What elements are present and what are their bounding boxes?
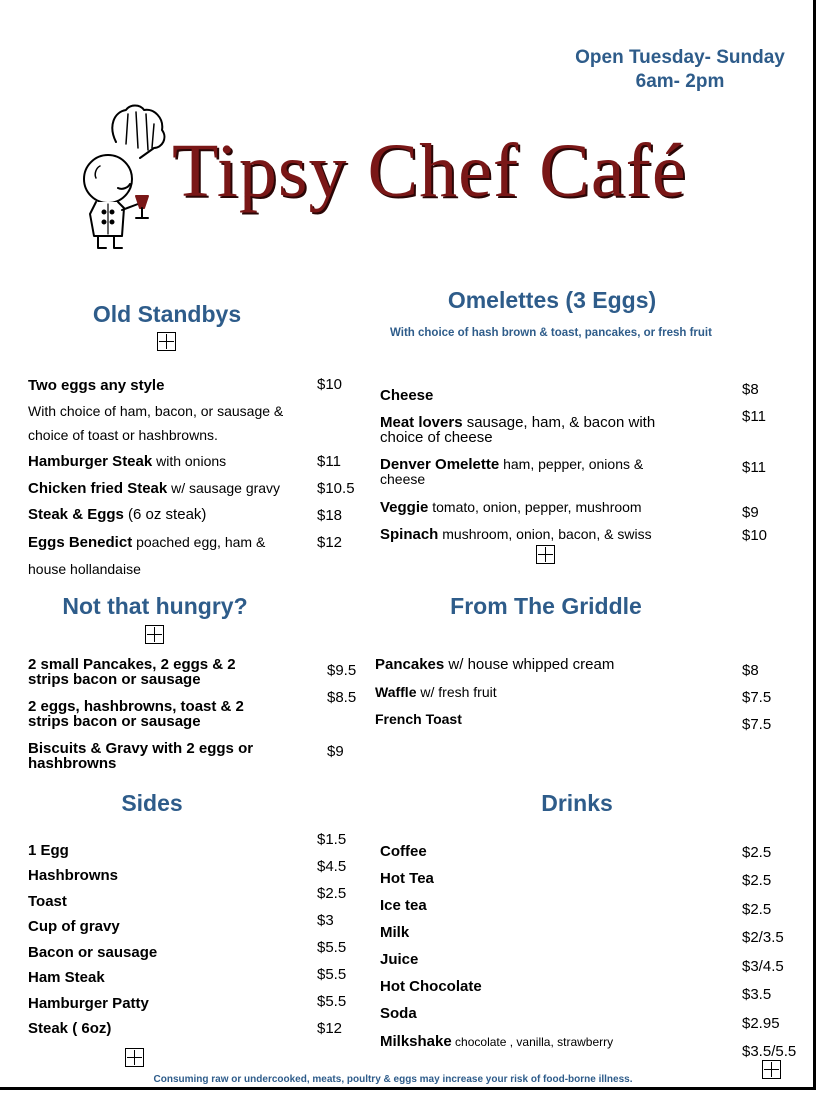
menu-price: $1.5 xyxy=(317,831,347,848)
menu-price: $5.5 xyxy=(317,966,347,983)
menu-price: $9.5 xyxy=(327,662,357,679)
menu-price: $12 xyxy=(317,534,343,551)
menu-price: $12 xyxy=(317,1020,343,1037)
expand-box-icon[interactable] xyxy=(145,625,164,644)
opening-hours xyxy=(560,46,800,94)
menu-price: $8 xyxy=(742,381,759,398)
menu-price: $8.5 xyxy=(327,689,357,706)
menu-price: $2.95 xyxy=(742,1015,780,1032)
menu-price: $10 xyxy=(742,527,768,544)
menu-item-pancakes: Pancakes w/ house whipped cream xyxy=(375,656,615,673)
menu-item-french-toast: French Toast xyxy=(375,711,462,727)
menu-item-description: house hollandaise xyxy=(28,561,141,577)
menu-item-hamburger-steak: Hamburger Steak with onions xyxy=(28,453,227,470)
drink-item-milkshake: Milkshake chocolate , vanilla, strawberry xyxy=(380,1033,614,1050)
menu-price: $3.5 xyxy=(742,986,772,1003)
menu-item-description: choice of toast or hashbrowns. xyxy=(28,427,218,443)
drink-item: Juice xyxy=(380,951,419,968)
menu-price: $2.5 xyxy=(742,872,772,889)
drink-item: Soda xyxy=(380,1005,417,1022)
menu-price: $3 xyxy=(317,912,334,929)
section-title-omelettes: Omelettes (3 Eggs) xyxy=(447,287,657,313)
menu-price: $11 xyxy=(742,459,766,476)
menu-item-biscuits-gravy: Biscuits & Gravy with 2 eggs or hashbrowns xyxy=(28,740,254,772)
section-title-not-hungry: Not that hungry? xyxy=(62,593,248,619)
menu-price: $2.5 xyxy=(742,901,772,918)
chef-logo-icon xyxy=(78,104,174,254)
menu-price: $7.5 xyxy=(742,689,772,706)
side-item: Steak ( 6oz) xyxy=(28,1020,112,1037)
menu-price: $2.5 xyxy=(317,885,347,902)
menu-item-spinach-omelette: Spinach mushroom, onion, bacon, & swiss xyxy=(380,526,652,543)
menu-price: $2/3.5 xyxy=(742,929,784,946)
menu-price: $3/4.5 xyxy=(742,958,784,975)
menu-item-two-eggs: Two eggs any style xyxy=(28,377,165,394)
food-safety-warning: Consuming raw or undercooked, meats, poultry & eggs may increase your risk of food-borne illness. xyxy=(153,1074,633,1085)
restaurant-name-logo: Tipsy Chef Café xyxy=(172,129,687,213)
menu-price: $10 xyxy=(317,376,343,393)
section-title-drinks: Drinks xyxy=(541,790,613,816)
menu-price: $4.5 xyxy=(317,858,347,875)
section-title-old-standbys: Old Standbys xyxy=(92,301,242,327)
menu-price: $5.5 xyxy=(317,939,347,956)
side-item: Hamburger Patty xyxy=(28,995,149,1012)
expand-box-icon[interactable] xyxy=(536,545,555,564)
expand-box-icon[interactable] xyxy=(157,332,176,351)
menu-item-eggs-hashbrowns-toast: 2 eggs, hashbrowns, toast & 2 strips bacon or sausage xyxy=(28,698,244,730)
menu-price: $11 xyxy=(742,408,766,425)
menu-item-waffle: Waffle w/ fresh fruit xyxy=(375,684,497,700)
menu-item-veggie-omelette: Veggie tomato, onion, pepper, mushroom xyxy=(380,499,642,516)
section-title-griddle: From The Griddle xyxy=(450,593,642,619)
menu-price: $3.5/5.5 xyxy=(742,1043,797,1060)
menu-item-description: With choice of ham, bacon, or sausage & xyxy=(28,403,284,419)
menu-price: $2.5 xyxy=(742,844,772,861)
drink-item: Coffee xyxy=(380,843,427,860)
menu-price: $10.5 xyxy=(317,480,355,497)
section-subtitle-omelettes: With choice of hash brown & toast, pancakes, or fresh fruit xyxy=(390,327,712,339)
menu-price: $11 xyxy=(317,453,341,470)
menu-item-eggs-benedict: Eggs Benedict poached egg, ham & xyxy=(28,534,266,551)
drink-item: Hot Tea xyxy=(380,870,434,887)
menu-item-meat-lovers: Meat lovers sausage, ham, & bacon with choice of cheese xyxy=(380,414,656,446)
side-item: Cup of gravy xyxy=(28,918,120,935)
menu-price: $8 xyxy=(742,662,759,679)
drink-item: Hot Chocolate xyxy=(380,978,482,995)
hours-time: 6am- 2pm xyxy=(635,71,725,92)
menu-item-cheese-omelette: Cheese xyxy=(380,387,434,404)
side-item: Toast xyxy=(28,893,67,910)
menu-item-small-pancakes: 2 small Pancakes, 2 eggs & 2 strips bacon or sausage xyxy=(28,656,236,688)
menu-item-denver-omelette: Denver Omelette ham, pepper, onions & cheese xyxy=(380,456,644,487)
drink-item: Milk xyxy=(380,924,410,941)
side-item: Bacon or sausage xyxy=(28,944,158,961)
menu-price: $7.5 xyxy=(742,716,772,733)
menu-item-chicken-fried-steak: Chicken fried Steak w/ sausage gravy xyxy=(28,480,281,497)
menu-price: $9 xyxy=(742,504,759,521)
menu-price: $9 xyxy=(327,743,344,760)
menu-price: $5.5 xyxy=(317,993,347,1010)
expand-box-icon[interactable] xyxy=(125,1048,144,1067)
section-title-sides: Sides xyxy=(121,790,183,816)
drink-item: Ice tea xyxy=(380,897,427,914)
menu-price: $18 xyxy=(317,507,343,524)
menu-item-steak-eggs: Steak & Eggs (6 oz steak) xyxy=(28,506,207,523)
hours-days: Open Tuesday- Sunday xyxy=(575,47,785,68)
side-item: Ham Steak xyxy=(28,969,105,986)
side-item: Hashbrowns xyxy=(28,867,119,884)
side-item: 1 Egg xyxy=(28,842,69,859)
